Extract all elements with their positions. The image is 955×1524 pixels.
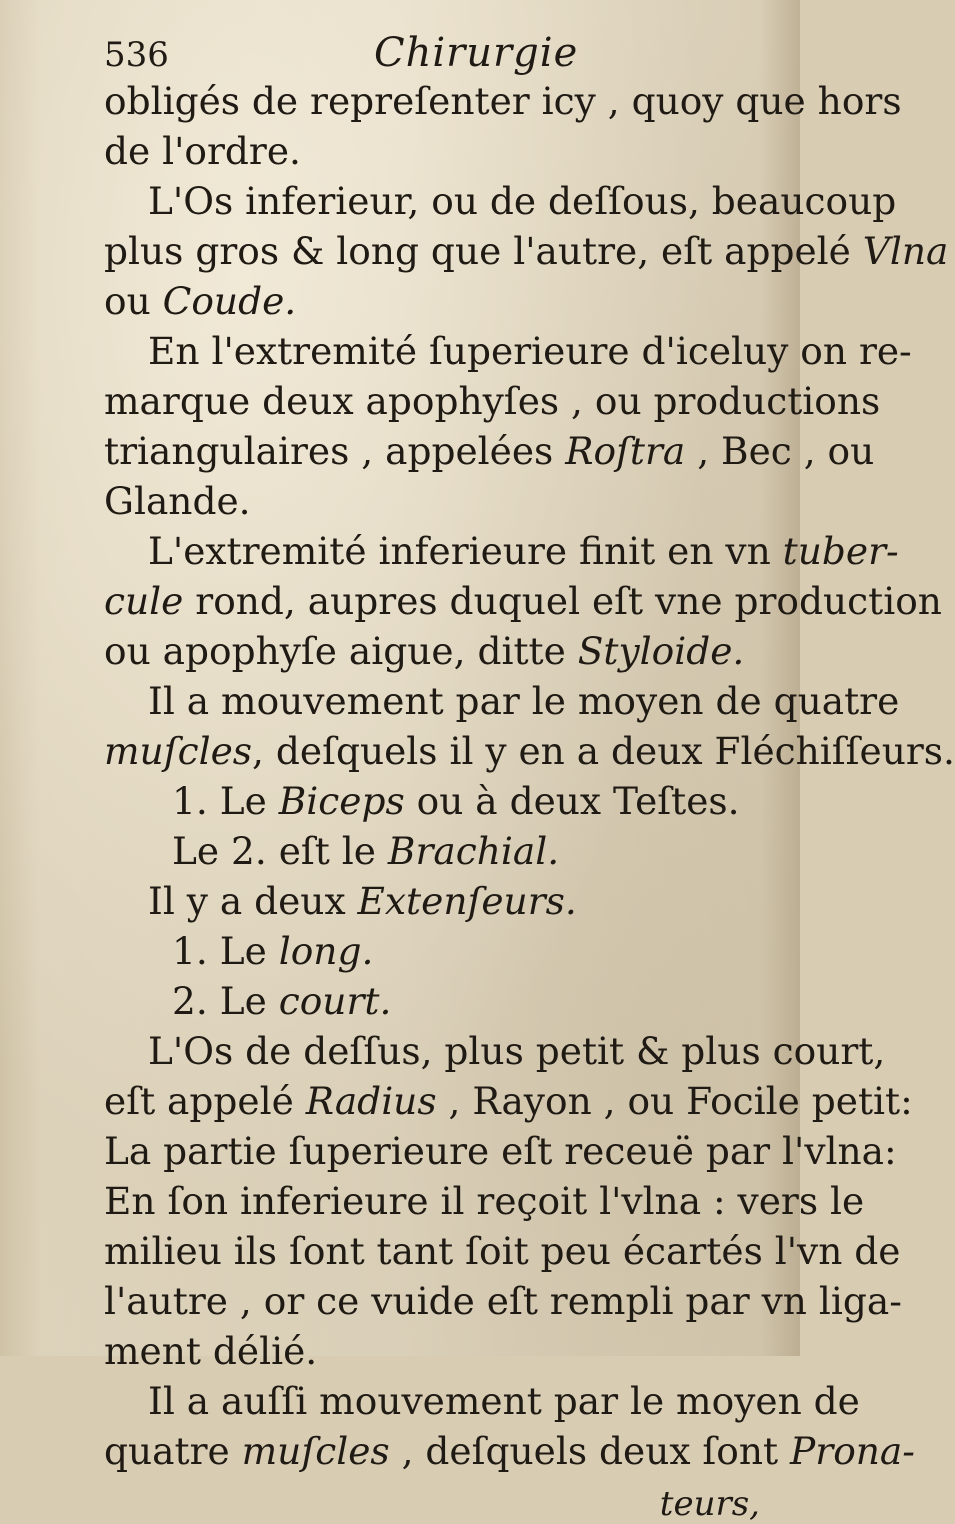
text-line: ou apophyſe aigue, ditte Styloide. (104, 629, 745, 673)
page-header (104, 30, 760, 74)
text-line: 2. Le court. (172, 979, 392, 1023)
text-line: Il a mouvement par le moyen de quatre (148, 679, 900, 723)
text-line: En l'extremité ſuperieure d'iceluy on re- (148, 329, 912, 373)
text-line: Le 2. eſt le Brachial. (172, 829, 560, 873)
text-line: eſt appelé Radius , Rayon , ou Focile petit: (104, 1079, 913, 1123)
text-line: En ſon inferieure il reçoit l'vlna : vers le (104, 1179, 865, 1223)
text-line: obligés de repreſenter icy , quoy que hors (104, 79, 902, 123)
text-line: 1. Le long. (172, 929, 374, 973)
text-line: Il y a deux Extenſeurs. (148, 879, 577, 923)
text-line: de l'ordre. (104, 129, 301, 173)
text-line: cule rond, aupres duquel eſt vne production (104, 579, 942, 623)
text-line: 1. Le Biceps ou à deux Teſtes. (172, 779, 740, 823)
body-text (104, 76, 955, 1524)
catchword: teurs, (659, 1484, 760, 1524)
text-line: milieu ils ſont tant ſoit peu écartés l'vn de (104, 1229, 901, 1273)
text-line: muſcles, deſquels il y en a deux Fléchiſſeurs. (104, 729, 955, 773)
text-line: triangulaires , appelées Roſtra , Bec , ou (104, 429, 875, 473)
text-line: L'extremité inferieure finit en vn tuber- (148, 529, 899, 573)
text-line: marque deux apophyſes , ou productions (104, 379, 881, 423)
text-line: ment délié. (104, 1329, 318, 1373)
text-line: La partie ſuperieure eſt receuë par l'vlna: (104, 1129, 897, 1173)
text-line: L'Os inferieur, ou de deſſous, beaucoup (148, 179, 897, 223)
text-line: l'autre , or ce vuide eſt rempli par vn liga- (104, 1279, 902, 1323)
text-line: L'Os de deſſus, plus petit & plus court, (148, 1029, 886, 1073)
page-number: 536 (104, 35, 169, 75)
text-line: Il a auſſi mouvement par le moyen de (148, 1379, 860, 1423)
running-head: Chirurgie (374, 30, 579, 76)
text-line: ou Coude. (104, 279, 297, 323)
text-line: quatre muſcles , deſquels deux ſont Prona- (104, 1429, 915, 1473)
text-line: Glande. (104, 479, 251, 523)
text-line: plus gros & long que l'autre, eſt appelé Vlna (104, 229, 949, 273)
